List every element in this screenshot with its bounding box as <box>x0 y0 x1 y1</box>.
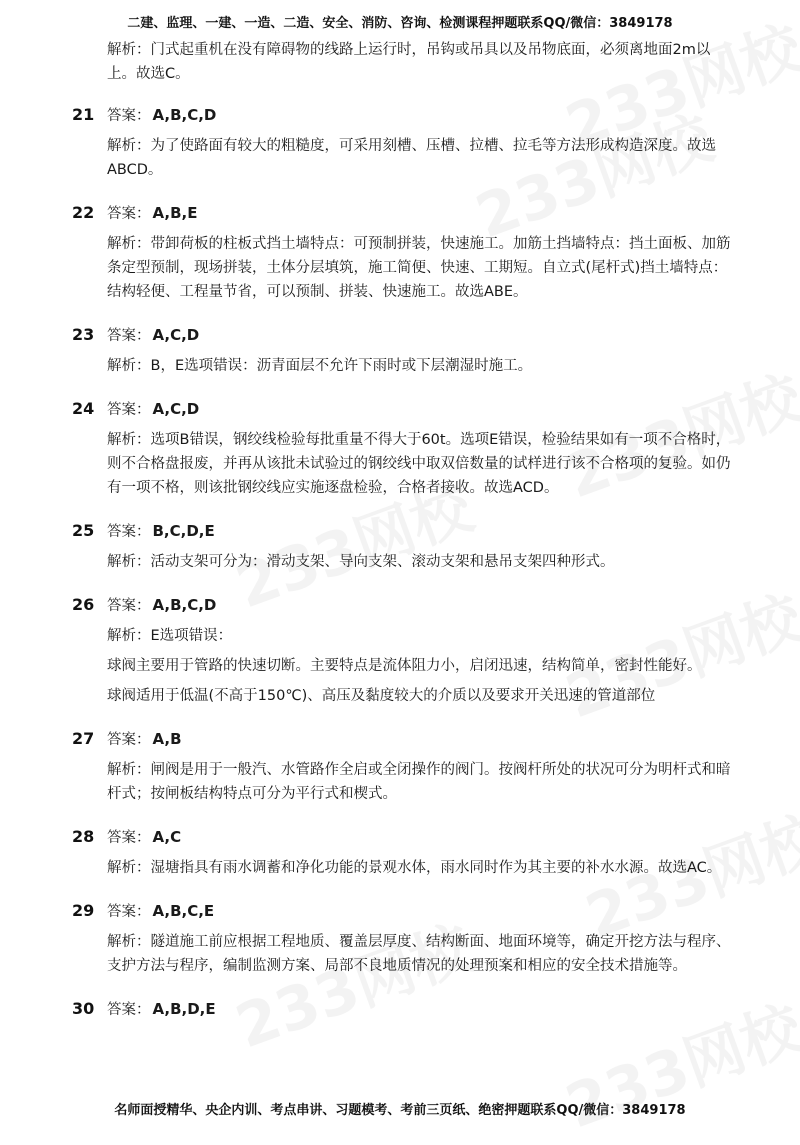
answer-value: A,B,D,E <box>152 1000 216 1018</box>
answer-line <box>107 200 197 227</box>
answer-value: A,B <box>152 730 182 748</box>
answer-value: A,B,E <box>152 204 198 222</box>
explanation <box>107 428 732 500</box>
explanation <box>107 624 732 708</box>
question-list <box>72 102 732 1022</box>
answer-value: A,B,C,D <box>152 106 217 124</box>
explanation <box>107 856 732 880</box>
question-number: 26 <box>72 595 95 614</box>
explanation-paragraph: 球阀主要用于管路的快速切断。主要特点是流体阻力小，启闭迅速，结构简单，密封性能好。 <box>107 658 702 674</box>
question-item <box>72 396 732 500</box>
question-header <box>72 898 732 924</box>
answer-line <box>107 726 182 753</box>
explanation-paragraph: 解析：带卸荷板的柱板式挡土墙特点：可预制拼装，快速施工。加筋土挡墙特点：挡土面板、加筋条定型预制，现场拼装，土体分层填筑，施工简便、快速、工期短。自立式(尾杆式)挡土墙特点：结构轻便、工程量节省，可以预制、拼装、快速施工。故选ABE。 <box>107 236 731 300</box>
question-number: 21 <box>72 105 95 124</box>
question-item <box>72 824 732 880</box>
answer-value: A,C <box>152 828 182 846</box>
question-number: 24 <box>72 399 95 418</box>
explanation-paragraph: 解析：湿塘指具有雨水调蓄和净化功能的景观水体，雨水同时作为其主要的补水水源。故选AC。 <box>107 860 722 876</box>
answer-label: 答案： <box>107 108 151 124</box>
question-item <box>72 592 732 708</box>
explanation <box>107 758 732 806</box>
question-item <box>72 726 732 806</box>
document-content <box>72 38 732 1040</box>
question-number: 25 <box>72 521 95 540</box>
answer-line <box>107 824 181 851</box>
question-number: 29 <box>72 901 95 920</box>
answer-label: 答案： <box>107 598 151 614</box>
answer-line <box>107 592 216 619</box>
question-item <box>72 322 732 378</box>
explanation-paragraph: 解析：活动支架可分为：滑动支架、导向支架、滚动支架和悬吊支架四种形式。 <box>107 554 615 570</box>
question-item <box>72 102 732 182</box>
answer-label: 答案： <box>107 732 151 748</box>
question-item <box>72 898 732 978</box>
answer-value: A,B,C,D <box>152 596 217 614</box>
question-number: 23 <box>72 325 95 344</box>
question-item <box>72 518 732 574</box>
question-header <box>72 518 732 544</box>
answer-label: 答案： <box>107 1002 151 1018</box>
explanation-paragraph: 解析：隧道施工前应根据工程地质、覆盖层厚度、结构断面、地面环境等，确定开挖方法与程序、支护方法与程序，编制监测方案、局部不良地质情况的处理预案和相应的安全技术措施等。 <box>107 934 731 974</box>
page-footer: 名师面授精华、央企内训、考点串讲、习题模考、考前三页纸、绝密押题联系QQ/微信：3849178 <box>114 1103 686 1118</box>
continued-explanation: 解析：门式起重机在没有障碍物的线路上运行时，吊钩或吊具以及吊物底面，必须离地面2m以上。故选C。 <box>107 42 711 82</box>
page-header: 二建、监理、一建、一造、二造、安全、消防、咨询、检测课程押题联系QQ/微信：3849178 <box>127 16 673 31</box>
question-number: 30 <box>72 999 95 1018</box>
explanation <box>107 550 732 574</box>
answer-value: B,C,D,E <box>152 522 215 540</box>
answer-value: A,B,C,E <box>152 902 215 920</box>
answer-label: 答案： <box>107 402 151 418</box>
answer-line <box>107 102 216 129</box>
answer-label: 答案： <box>107 206 151 222</box>
explanation-paragraph: 解析：为了使路面有较大的粗糙度，可采用刻槽、压槽、拉槽、拉毛等方法形成构造深度。故选ABCD。 <box>107 138 716 178</box>
answer-label: 答案： <box>107 830 151 846</box>
answer-line <box>107 898 214 925</box>
answer-line <box>107 396 199 423</box>
explanation-paragraph: 解析：闸阀是用于一般汽、水管路作全启或全闭操作的阀门。按阀杆所处的状况可分为明杆式和暗杆式；按闸板结构特点可分为平行式和楔式。 <box>107 762 731 802</box>
explanation <box>107 134 732 182</box>
question-number: 22 <box>72 203 95 222</box>
explanation-paragraph: 解析：选项B错误，钢绞线检验每批重量不得大于60t。选项E错误，检验结果如有一项不合格时，则不合格盘报废，并再从该批未试验过的钢绞线中取双倍数量的试样进行该不合格项的复验。如仍有一项不格，则该批钢绞线应实施逐盘检验，合格者接收。故选ACD。 <box>107 432 731 496</box>
answer-line <box>107 996 216 1023</box>
question-header <box>72 824 732 850</box>
answer-line <box>107 322 199 349</box>
answer-line <box>107 518 215 545</box>
question-header <box>72 322 732 348</box>
answer-label: 答案： <box>107 524 151 540</box>
answer-label: 答案： <box>107 328 151 344</box>
question-number: 28 <box>72 827 95 846</box>
explanation <box>107 930 732 978</box>
question-number: 27 <box>72 729 95 748</box>
explanation-paragraph: 球阀适用于低温(不高于150℃)、高压及黏度较大的介质以及要求开关迅速的管道部位 <box>107 688 656 704</box>
question-header <box>72 102 732 128</box>
question-header <box>72 726 732 752</box>
explanation <box>107 232 732 304</box>
question-header <box>72 200 732 226</box>
question-header <box>72 396 732 422</box>
answer-value: A,C,D <box>152 400 200 418</box>
answer-label: 答案： <box>107 904 151 920</box>
answer-value: A,C,D <box>152 326 200 344</box>
question-header <box>72 592 732 618</box>
explanation <box>107 354 732 378</box>
explanation-paragraph: 解析：B，E选项错误：沥青面层不允许下雨时或下层潮湿时施工。 <box>107 358 533 374</box>
explanation-paragraph: 解析：E选项错误： <box>107 628 233 644</box>
question-item <box>72 996 732 1022</box>
question-header <box>72 996 732 1022</box>
question-item <box>72 200 732 304</box>
